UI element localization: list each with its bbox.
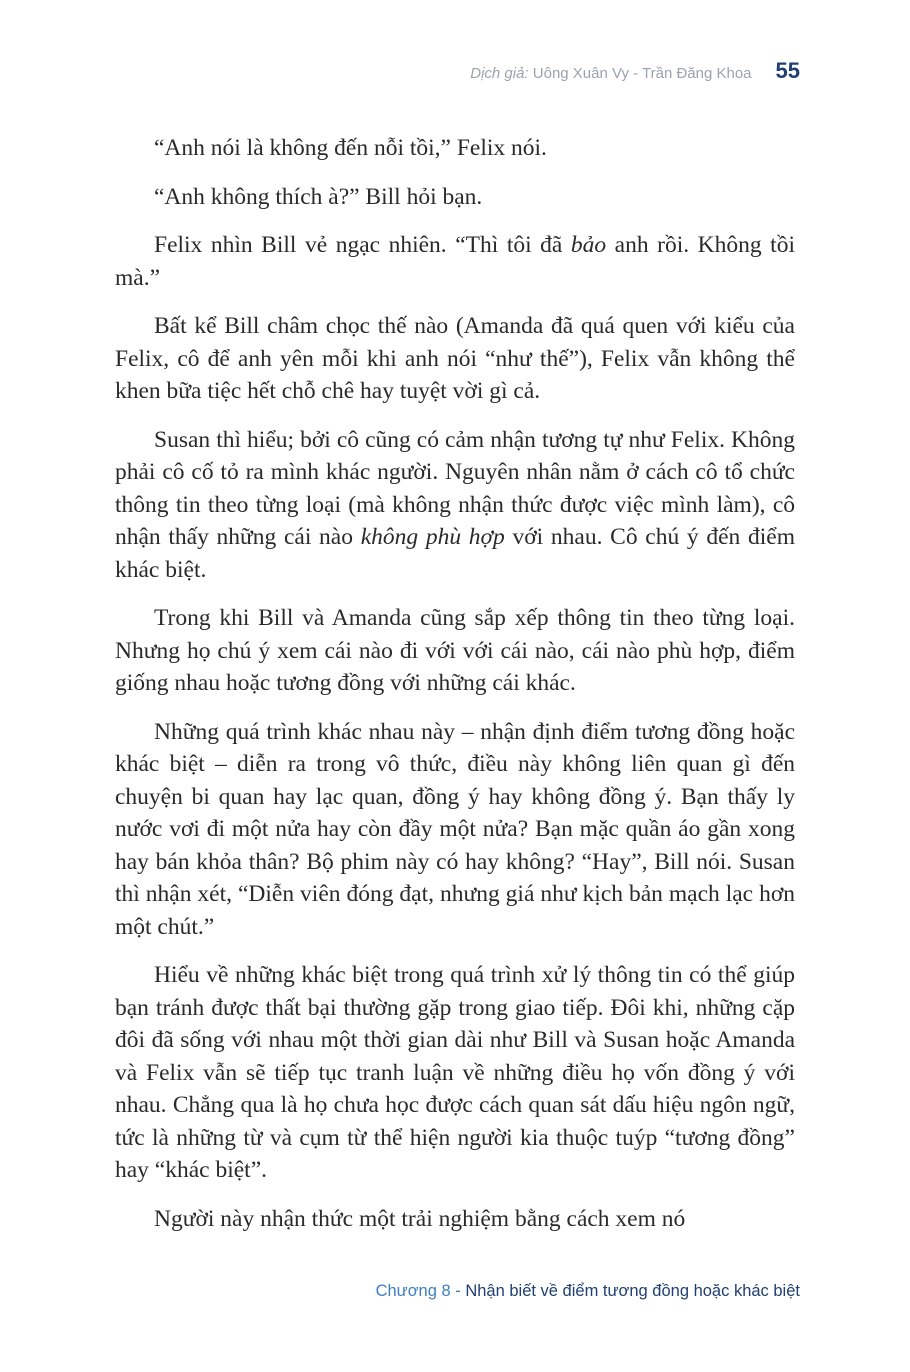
paragraph-5 <box>115 424 795 587</box>
translator-label: Dịch giả: <box>470 65 529 82</box>
paragraph-3-emphasis: bảo <box>570 232 607 258</box>
paragraph-2: “Anh không thích à?” Bill hỏi bạn. <box>154 183 483 210</box>
paragraph-6: Trong khi Bill và Amanda cũng sắp xếp thông tin theo từng loại. Nhưng họ chú ý xem cái nào đi với với cái nào, cái nào phù hợp, điểm giống nhau hoặc tương đồng với những cái khác. <box>115 605 795 696</box>
paragraph-5-emphasis: không phù hợp <box>360 524 505 550</box>
paragraph-3 <box>115 229 795 294</box>
footer-chapter: Chương 8 - <box>375 1282 466 1300</box>
paragraph-4: Bất kể Bill châm chọc thế nào (Amanda đã quá quen với kiểu của Felix, cô để anh yên mỗi khi anh nói “như thế”), Felix vẫn không thể khen bữa tiệc hết chỗ chê hay tuyệt vời gì cả. <box>115 313 795 404</box>
running-footer <box>376 1282 800 1301</box>
paragraph-7: Những quá trình khác nhau này – nhận định điểm tương đồng hoặc khác biệt – diễn ra trong vô thức, điều này không liên quan gì đến chuyện bi quan hay lạc quan, đồng ý hay không đồng ý. Bạn thấy ly nước vơi đi một nửa hay còn đầy một nửa? Bạn mặc quần áo gần xong hay bán khỏa thân? Bộ phim này có hay không? “Hay”, Bill nói. Susan thì nhận xét, “Diễn viên đóng đạt, nhưng giá như kịch bản mạch lạc hơn một chút.” <box>115 718 795 940</box>
paragraph-1: “Anh nói là không đến nỗi tồi,” Felix nói. <box>154 135 547 161</box>
paragraph-9: Người này nhận thức một trải nghiệm bằng cách xem nó <box>154 1205 686 1232</box>
page-number: 55 <box>775 58 800 83</box>
paragraph-8: Hiểu về những khác biệt trong quá trình xử lý thông tin có thể giúp bạn tránh được thất bại thường gặp trong giao tiếp. Đôi khi, những cặp đôi đã sống với nhau một thời gian dài như Bill và Susan hoặc Amanda và Felix vẫn sẽ tiếp tục tranh luận về những điều họ vốn đồng ý với nhau. Chẳng qua là họ chưa học được cách quan sát dấu hiệu ngôn ngữ, tức là những từ và cụm từ thể hiện người kia thuộc tuýp “tương đồng” hay “khác biệt”. <box>115 962 795 1183</box>
running-header <box>470 58 800 84</box>
translator-names: Uông Xuân Vy - Trần Đăng Khoa <box>532 65 752 82</box>
paragraph-3-part-b: anh rồi. Không tồi mà.” <box>115 232 795 291</box>
paragraph-3-part-a: Felix nhìn Bill vẻ ngạc nhiên. “Thì tôi đã <box>154 232 571 258</box>
paragraph-5-part-a: Susan thì hiểu; bởi cô cũng có cảm nhận tương tự như Felix. Không phải cô cố tỏ ra mình khác người. Nguyên nhân nằm ở cách cô tổ chức thông tin theo từng loại (mà không nhận thức được việc mình làm), cô nhận thấy những cái nào <box>115 426 795 550</box>
footer-chapter-title: Nhận biết về điểm tương đồng hoặc khác biệt <box>465 1282 800 1300</box>
body-text <box>115 132 795 1251</box>
paragraph-5-part-b: với nhau. Cô chú ý đến điểm khác biệt. <box>115 524 795 583</box>
translator-credit <box>470 65 751 82</box>
